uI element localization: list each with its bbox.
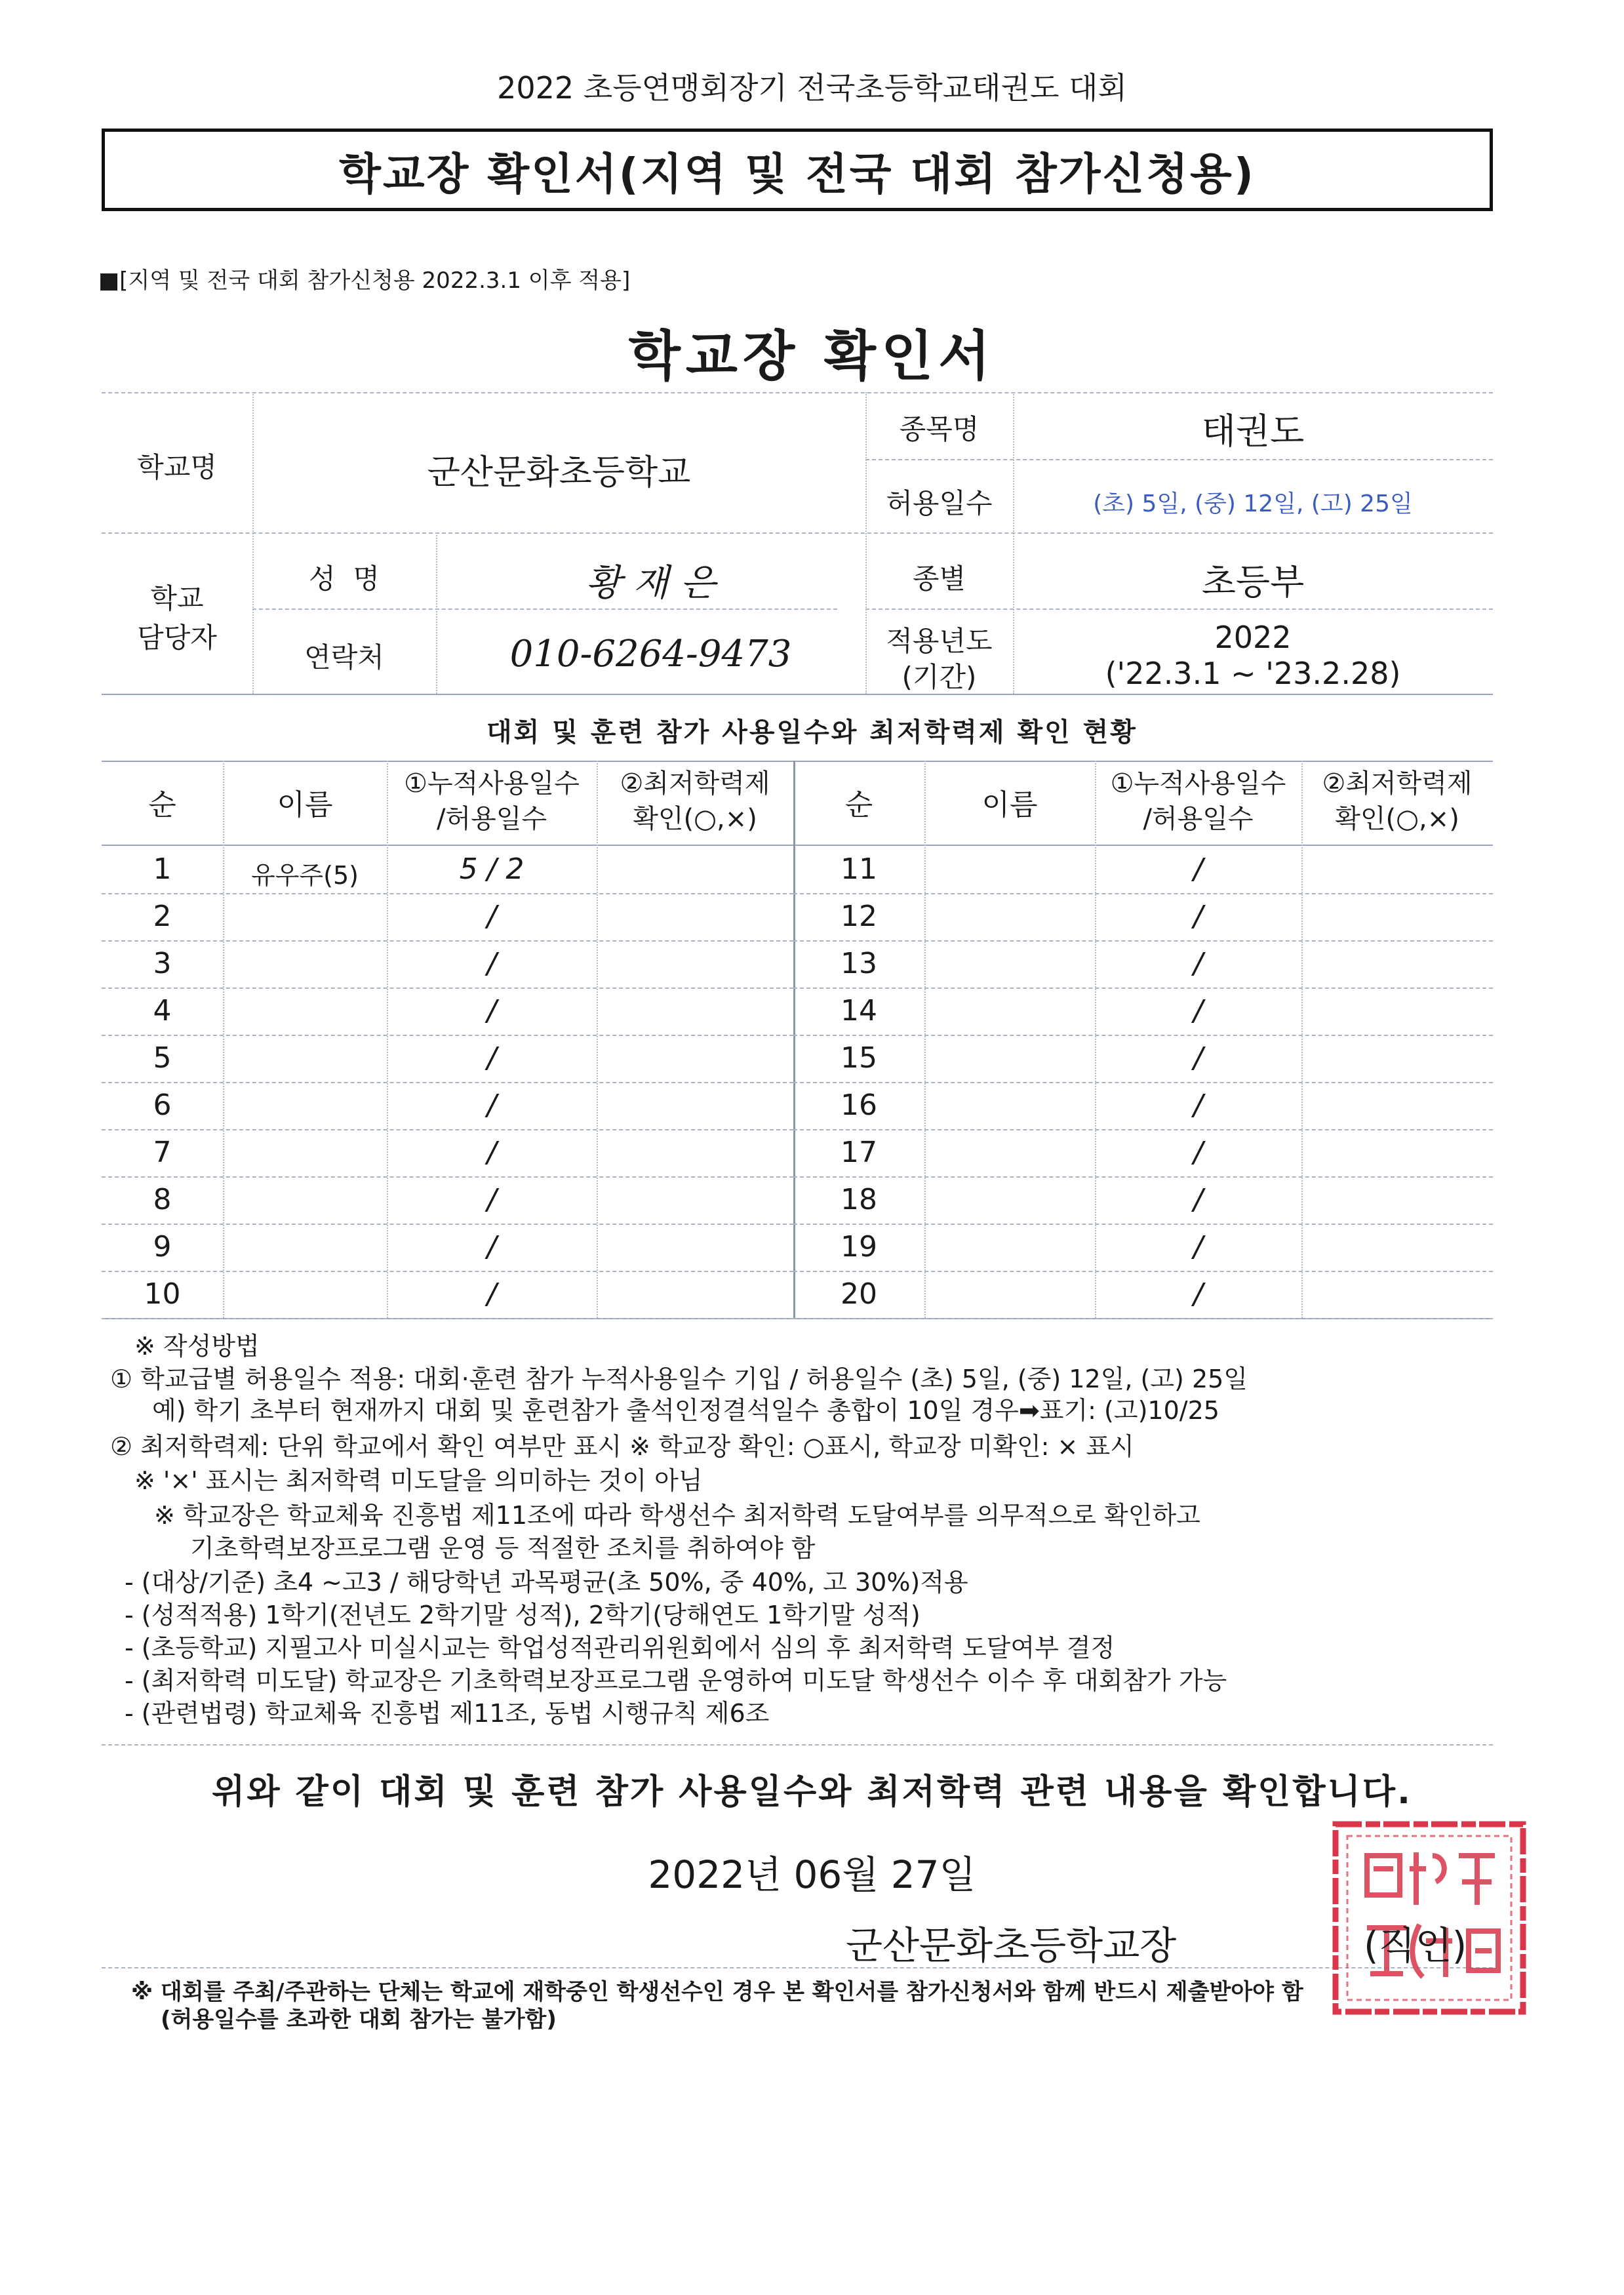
used-allowed-days: / (486, 1230, 497, 1264)
division-value: 초등부 (1201, 561, 1305, 603)
used-allowed-days: / (1193, 1041, 1203, 1075)
row-divider (102, 940, 793, 942)
status-table-header-divider (102, 845, 1493, 846)
principal-title: 군산문화초등학교장 (846, 1923, 1177, 1968)
banner-title-text: 학교장 확인서(지역 및 전국 대회 참가신청용) (339, 148, 1256, 199)
row-number: 9 (153, 1230, 172, 1264)
apply-year-value: 2022 (1214, 620, 1292, 655)
row-number: 15 (841, 1041, 877, 1075)
row-number: 18 (841, 1183, 877, 1216)
school-name-value: 군산문화초등학교 (427, 453, 691, 492)
row-divider (102, 1035, 793, 1036)
row-divider (793, 1224, 1493, 1225)
sport-label: 종목명 (899, 413, 980, 445)
row-divider (793, 893, 1493, 894)
info-table-divider (252, 609, 837, 610)
used-allowed-days: / (486, 947, 497, 980)
competition-title: 2022 초등연맹회장기 전국초등학교태권도 대회 (497, 70, 1127, 106)
row-divider (793, 1082, 1493, 1083)
row-divider (793, 1176, 1493, 1178)
row-divider (102, 1224, 793, 1225)
contact-value-handwritten: 010-6264-9473 (509, 633, 792, 675)
used-allowed-days: / (486, 1136, 497, 1169)
info-table-divider (865, 459, 1493, 460)
apply-period-value: ('22.3.1 ~ '23.2.28) (1105, 656, 1401, 691)
col-header-check-line1-right: ②최저학력제 (1322, 768, 1473, 799)
row-divider (793, 988, 1493, 989)
used-allowed-days: / (486, 994, 497, 1028)
info-table-border (102, 694, 1493, 695)
detail-laws: - (관련법령) 학교체육 진흥법 제11조, 동법 시행규칙 제6조 (125, 1699, 770, 1728)
row-divider (102, 1129, 793, 1130)
row-divider (793, 1271, 1493, 1272)
used-allowed-days: / (486, 1088, 497, 1122)
row-number: 13 (841, 947, 877, 980)
used-allowed-days: / (486, 1041, 497, 1075)
allowed-days-value: (초) 5일, (중) 12일, (고) 25일 (1093, 490, 1413, 517)
detail-not-reached: - (최저학력 미도달) 학교장은 기초학력보장프로그램 운영하여 미도달 학생선수 이수 후 대회참가 가능 (125, 1666, 1227, 1695)
used-allowed-days: / (1193, 994, 1203, 1028)
row-number: 1 (153, 852, 172, 886)
row-number: 4 (153, 994, 172, 1028)
section-divider (102, 1744, 1493, 1746)
col-header-check (597, 766, 793, 837)
col-header-no: 순 (148, 788, 176, 822)
detail-grades: - (성적적용) 1학기(전년도 2학기말 성적), 2학기(당해연도 1학기말 성적) (125, 1601, 921, 1629)
col-header-days-line1-right: ①누적사용일수 (1110, 768, 1286, 799)
used-allowed-days: / (486, 1183, 497, 1216)
info-table-border (102, 392, 1493, 393)
row-divider (102, 1176, 793, 1178)
instruction-2: ② 최저학력제: 단위 학교에서 확인 여부만 표시 ※ 학교장 확인: ○표시, 학교장 미확인: × 표시 (110, 1432, 1134, 1461)
status-table-divider (597, 761, 598, 1318)
col-header-days-line2-right: /허용일수 (1143, 804, 1254, 834)
row-divider (102, 1318, 793, 1319)
row-divider (793, 1129, 1493, 1130)
status-table-title: 대회 및 훈련 참가 사용일수와 최저학력제 확인 현황 (486, 717, 1138, 748)
instruction-2-note-b: ※ 학교장은 학교체육 진흥법 제11조에 따라 학생선수 최저학력 도달여부를 의무적으로 확인하고 (154, 1501, 1200, 1530)
detail-elementary: - (초등학교) 지필고사 미실시교는 학업성적관리위원회에서 심의 후 최저학력 도달여부 결정 (125, 1633, 1115, 1662)
col-header-check-line1: ②최저학력제 (620, 768, 770, 799)
used-allowed-days: / (1193, 1088, 1203, 1122)
used-allowed-days: / (486, 900, 497, 933)
division-label: 종별 (912, 563, 966, 595)
row-divider (102, 1271, 793, 1272)
document-banner-title (102, 129, 1493, 211)
row-number: 7 (153, 1136, 172, 1169)
col-header-name: 이름 (277, 788, 333, 822)
applicability-note: ■[지역 및 전국 대회 참가신청용 2022.3.1 이후 적용] (98, 268, 631, 294)
row-divider (102, 1082, 793, 1083)
col-header-name-right: 이름 (981, 788, 1038, 822)
col-header-check-line2: 확인(○,×) (633, 804, 757, 834)
student-name: 유우주(5) (251, 861, 359, 890)
row-number: 16 (841, 1088, 877, 1122)
row-number: 8 (153, 1183, 172, 1216)
instruction-1-example: 예) 학기 초부터 현재까지 대회 및 훈련참가 출석인정결석일수 총합이 10일 경우➡표기: (고)10/25 (152, 1396, 1219, 1425)
col-header-no-right: 순 (844, 788, 873, 822)
used-allowed-days: / (1193, 1277, 1203, 1311)
used-allowed-days: / (1193, 947, 1203, 980)
footnote-submission: ※ 대회를 주최/주관하는 단체는 학교에 재학중인 학생선수인 경우 본 확인서를 참가신청서와 함께 반드시 제출받아야 함 (131, 1979, 1303, 2005)
status-table-divider (223, 761, 224, 1318)
used-allowed-days: / (1193, 1136, 1203, 1169)
info-table-divider (102, 532, 1493, 534)
col-header-days-right (1095, 766, 1301, 837)
row-number: 2 (153, 900, 172, 933)
col-header-days-line2: /허용일수 (436, 804, 547, 834)
row-number: 3 (153, 947, 172, 980)
footer-divider (102, 1967, 1493, 1968)
row-number: 10 (144, 1277, 181, 1311)
row-divider (102, 893, 793, 894)
row-divider (793, 1035, 1493, 1036)
col-header-check-right (1301, 766, 1493, 837)
allowed-days-label: 허용일수 (886, 487, 993, 519)
row-number: 20 (841, 1277, 877, 1311)
info-table-divider (865, 609, 1493, 610)
col-header-days-line1: ①누적사용일수 (404, 768, 580, 799)
name-label: 성 명 (309, 563, 380, 595)
used-allowed-days: 5 / 2 (459, 852, 525, 886)
confirmation-statement: 위와 같이 대회 및 훈련 참가 사용일수와 최저학력 관련 내용을 확인합니다. (212, 1772, 1412, 1812)
instructions-heading: ※ 작성방법 (134, 1332, 260, 1361)
row-number: 5 (153, 1041, 172, 1075)
col-header-days (387, 766, 597, 837)
school-name-label: 학교명 (137, 451, 217, 483)
used-allowed-days: / (486, 1277, 497, 1311)
row-number: 19 (841, 1230, 877, 1264)
row-number: 6 (153, 1088, 172, 1122)
used-allowed-days: / (1193, 852, 1203, 886)
status-table-border (102, 761, 1493, 762)
row-divider (102, 988, 793, 989)
detail-target: - (대상/기준) 초4 ~고3 / 해당학년 과목평균(초 50%, 중 40%, 고 30%)적용 (125, 1568, 968, 1597)
issue-date: 2022년 06월 27일 (648, 1852, 976, 1897)
apply-year-label-line2: (기간) (901, 661, 977, 693)
instruction-2-note-c: 기초학력보장프로그램 운영 등 적절한 조치를 취하여야 함 (190, 1534, 816, 1563)
status-table-divider (1301, 761, 1303, 1318)
used-allowed-days: / (1193, 1230, 1203, 1264)
page-title: 학교장 확인서 (628, 325, 996, 388)
staff-label-line1: 학교 (150, 582, 204, 614)
staff-name-handwritten: 황 재 은 (585, 562, 716, 605)
instruction-1: ① 학교급별 허용일수 적용: 대회·훈련 참가 누적사용일수 기입 / 허용일수 (초) 5일, (중) 12일, (고) 25일 (110, 1365, 1248, 1393)
row-number: 12 (841, 900, 877, 933)
staff-label-line2: 담당자 (137, 622, 217, 654)
contact-label: 연락처 (304, 641, 384, 673)
instruction-2-note-a: ※ '×' 표시는 최저학력 미도달을 의미하는 것이 아님 (134, 1466, 703, 1495)
col-header-check-line2-right: 확인(○,×) (1335, 804, 1459, 834)
row-number: 11 (841, 852, 877, 886)
row-divider (793, 1318, 1493, 1319)
row-number: 14 (841, 994, 877, 1028)
sport-value: 태권도 (1201, 410, 1305, 452)
seal-label: (직인) (1364, 1923, 1467, 1968)
used-allowed-days: / (1193, 900, 1203, 933)
row-number: 17 (841, 1136, 877, 1169)
apply-year-label-line1: 적용년도 (886, 625, 993, 657)
row-divider (793, 940, 1493, 942)
footnote-limit: (허용일수를 초과한 대회 참가는 불가함) (161, 2006, 557, 2033)
status-table-divider (924, 761, 926, 1318)
used-allowed-days: / (1193, 1183, 1203, 1216)
